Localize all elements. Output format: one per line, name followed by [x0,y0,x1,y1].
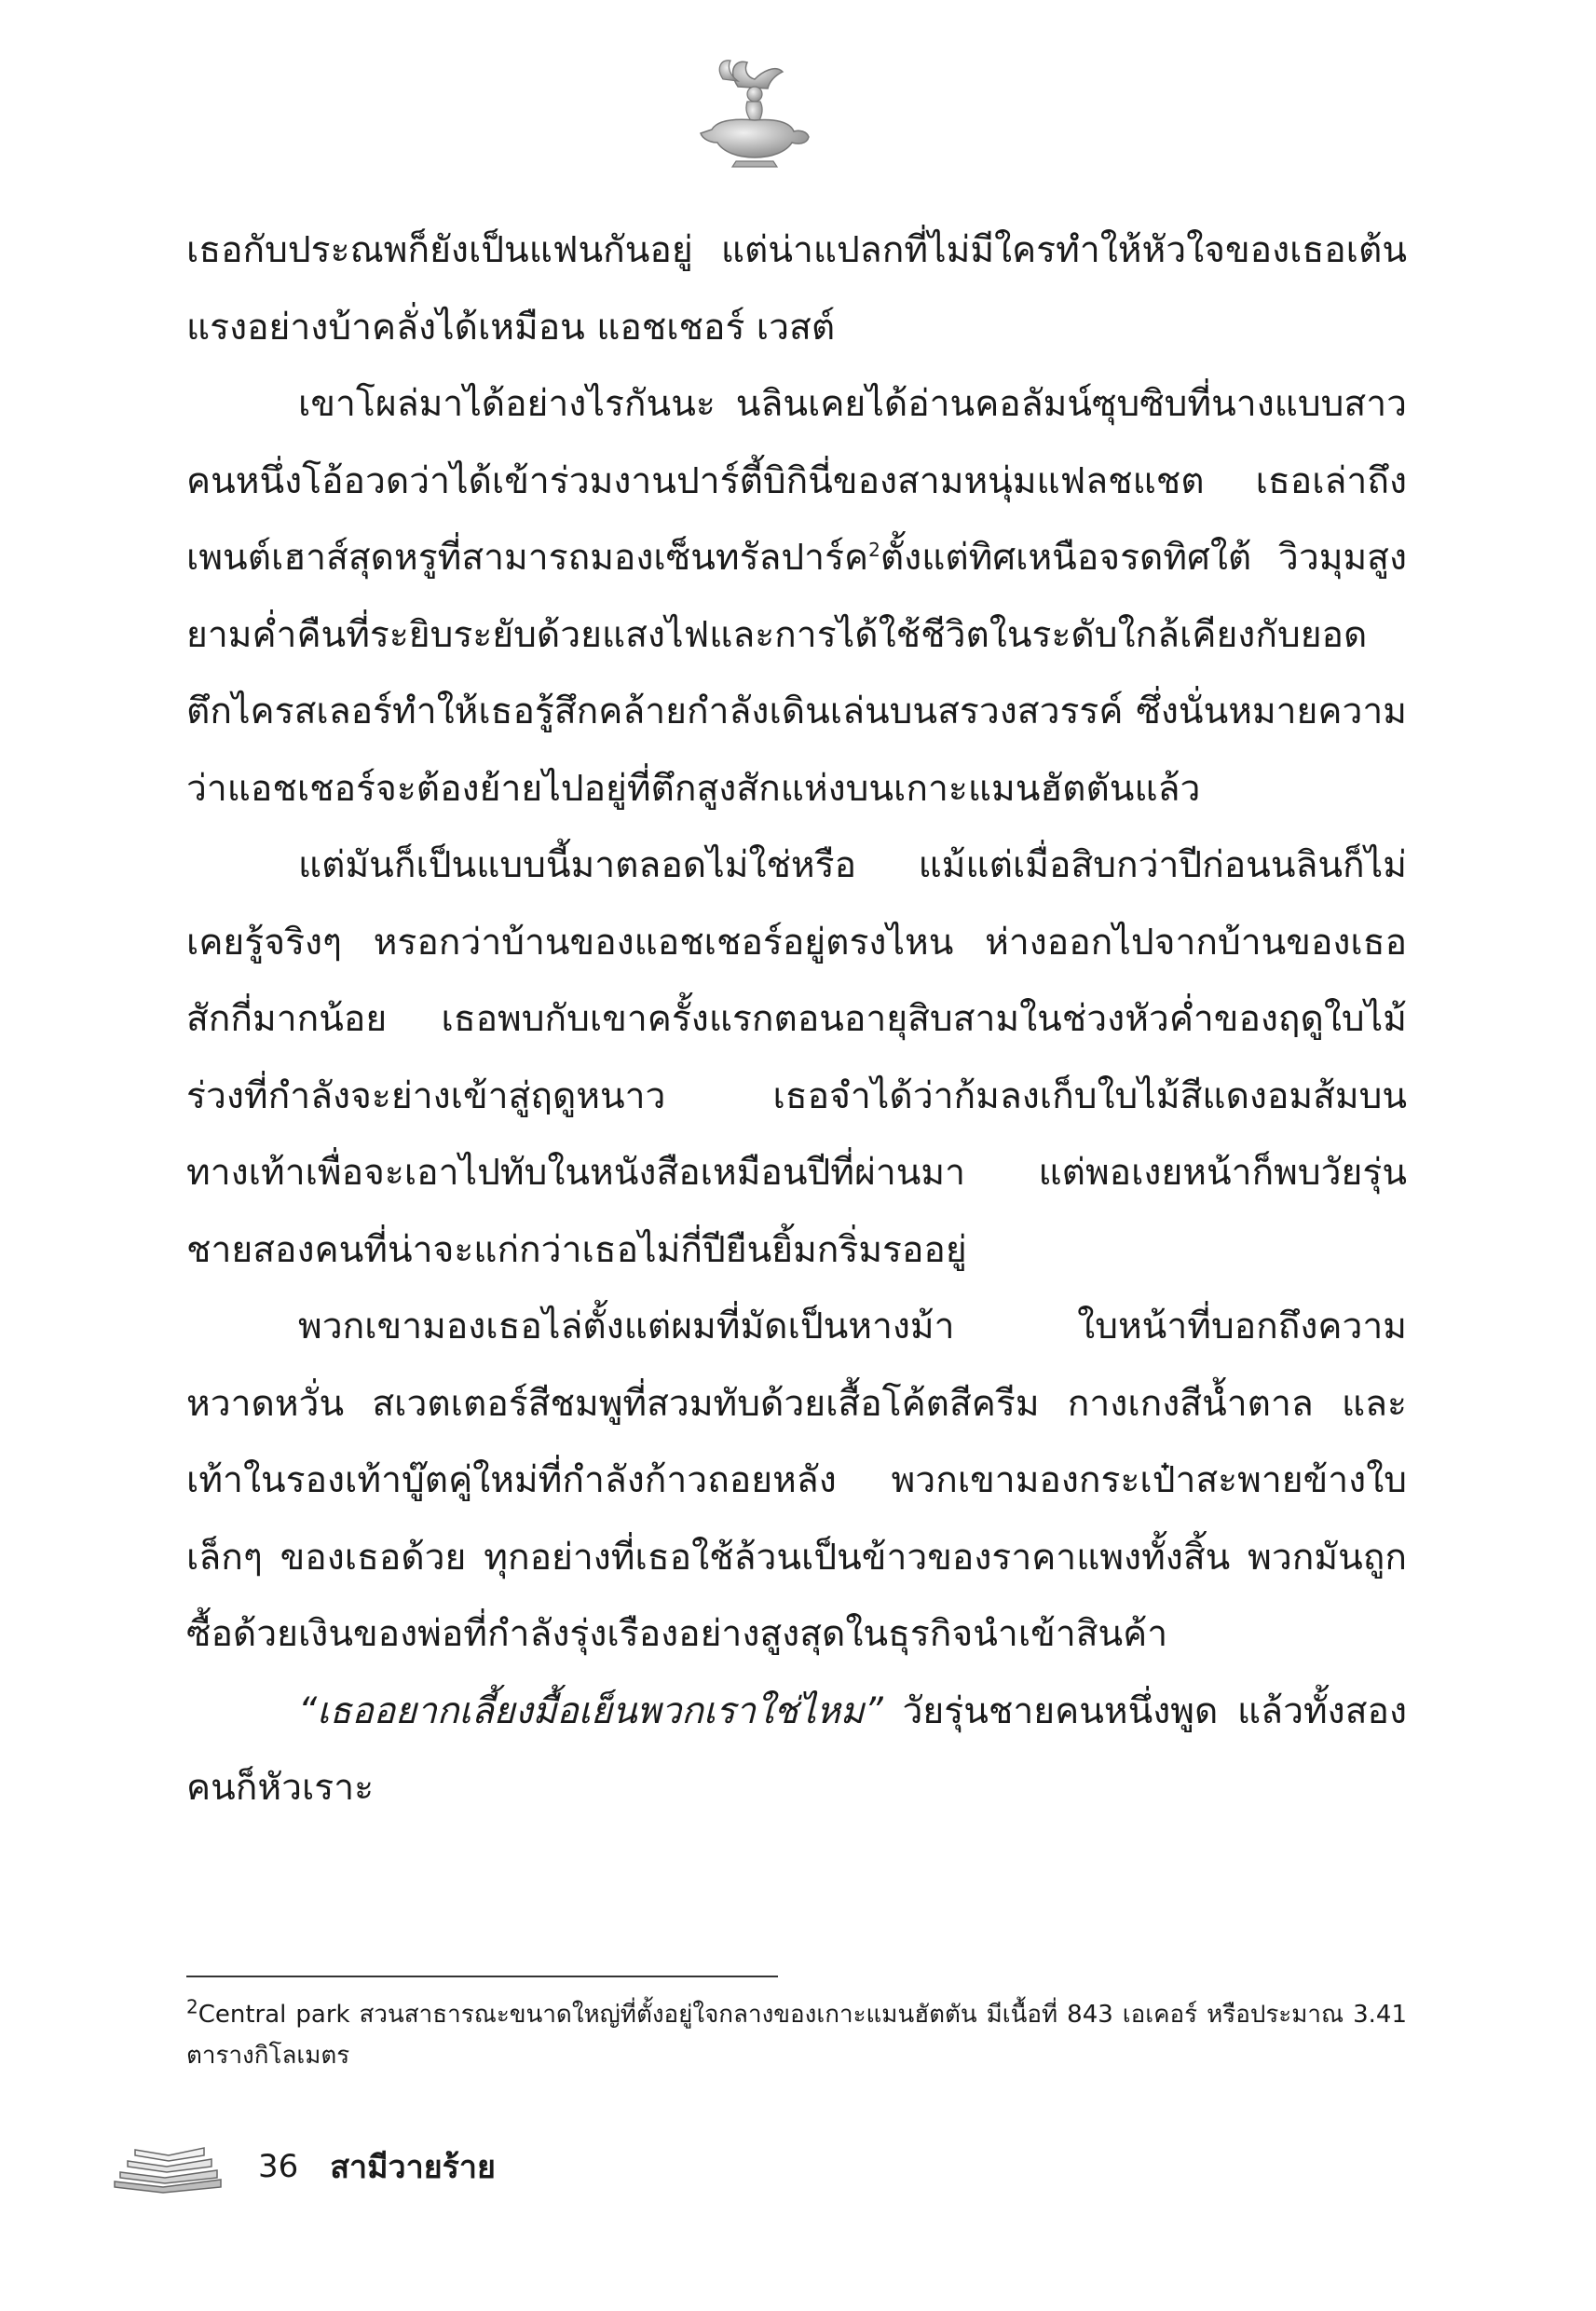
footnote-text: Central park สวนสาธารณะขนาดใหญ่ที่ตั้งอยู่ใจกลางของเกาะแมนฮัตตัน มีเนื้อที่ 843 เอเคอร์ หรือประมาณ 3.41 ตารางกิโลเมตร [186,2001,1407,2070]
paragraph [186,1289,1407,1674]
dialogue-quote: “เธออยากเลี้ยงมื้อเย็นพวกเราใช่ไหม” [298,1689,883,1732]
stacked-books-icon [107,2139,228,2195]
paragraph [186,212,1407,366]
paragraph [186,1674,1407,1827]
paragraph-text: พวกเขามองเธอไล่ตั้งแต่ผมที่มัดเป็นหางม้า ใบหน้าที่บอกถึงความหวาดหวั่น สเวตเตอร์สีชมพูที่สวมทับด้วยเสื้อโค้ตสีครีม กางเกงสีน้ำตาล และเท้าในรองเท้าบู๊ตคู่ใหม่ที่กำลังก้าวถอยหลัง พวกเขามองกระเป๋าสะพายข้างใบเล็กๆ ของเธอด้วย ทุกอย่างที่เธอใช้ล้วนเป็นข้าวของราคาแพงทั้งสิ้น พวกมันถูกซื้อด้วยเงินของพ่อที่กำลังรุ่งเรืองอย่างสูงสุดในธุรกิจนำเข้าสินค้า [186,1306,1407,1655]
paragraph [186,366,1407,827]
footnote [186,1994,1407,2076]
footnote-divider [186,1976,778,1977]
page-number: 36 [258,2148,299,2185]
paragraph-text: แต่มันก็เป็นแบบนี้มาตลอดไม่ใช่หรือ แม้แต่เมื่อสิบกว่าปีก่อนนลินก็ไม่เคยรู้จริงๆ หรอกว่าบ้านของแอชเชอร์อยู่ตรงไหน ห่างออกไปจากบ้านของเธอสักกี่มากน้อย เธอพบกับเขาครั้งแรกตอนอายุสิบสามในช่วงหัวค่ำของฤดูใบไม้ร่วงที่กำลังจะย่างเข้าสู่ฤดูหนาว เธอจำได้ว่าก้มลงเก็บใบไม้สีแดงอมส้มบนทางเท้าเพื่อจะเอาไปทับในหนังสือเหมือนปีที่ผ่านมา แต่พอเงยหน้าก็พบวัยรุ่นชายสองคนที่น่าจะแก่กว่าเธอไม่กี่ปียืนยิ้มกริ่มรออยู่ [186,844,1407,1271]
paragraph-text-continued: ตั้งแต่ทิศเหนือจรดทิศใต้ วิวมุมสูงยามค่ำคืนที่ระยิบระยับด้วยแสงไฟและการได้ใช้ชีวิตในระดับใกล้เคียงกับยอดตึกไครสเลอร์ทำให้เธอรู้สึกคล้ายกำลังเดินเล่นบนสรวงสวรรค์ ซึ่งนั่นหมายความว่าแอชเชอร์จะต้องย้ายไปอยู่ที่ตึกสูงสักแห่งบนเกาะแมนฮัตตันแล้ว [186,537,1407,810]
angel-lamp-ornament-icon [689,51,820,172]
footnote-mark: 2 [186,1995,198,2018]
footnote-reference: 2 [868,539,880,561]
paragraph-text: เธอกับประณพก็ยังเป็นแฟนกันอยู่ แต่น่าแปลกที่ไม่มีใครทำให้หัวใจของเธอเต้นแรงอย่างบ้าคลั่งได้เหมือน แอชเชอร์ เวสต์ [186,229,1407,349]
book-title: สามีวายร้าย [330,2149,496,2186]
paragraph-text: เขาโผล่มาได้อย่างไรกันนะ นลินเคยได้อ่านคอลัมน์ซุบซิบที่นางแบบสาวคนหนึ่งโอ้อวดว่าได้เข้าร่วมงานปาร์ตี้บิกินี่ของสามหนุ่มแฟลชแชต เธอเล่าถึงเพนต์เฮาส์สุดหรูที่สามารถมองเซ็นทรัลปาร์ค [186,383,1407,579]
page-footer [107,2134,496,2199]
paragraph-text: วัยรุ่นชายคนหนึ่งพูด แล้วทั้งสองคนก็หัวเราะ [186,1689,1407,1809]
body-text [186,212,1407,1827]
paragraph [186,827,1407,1289]
